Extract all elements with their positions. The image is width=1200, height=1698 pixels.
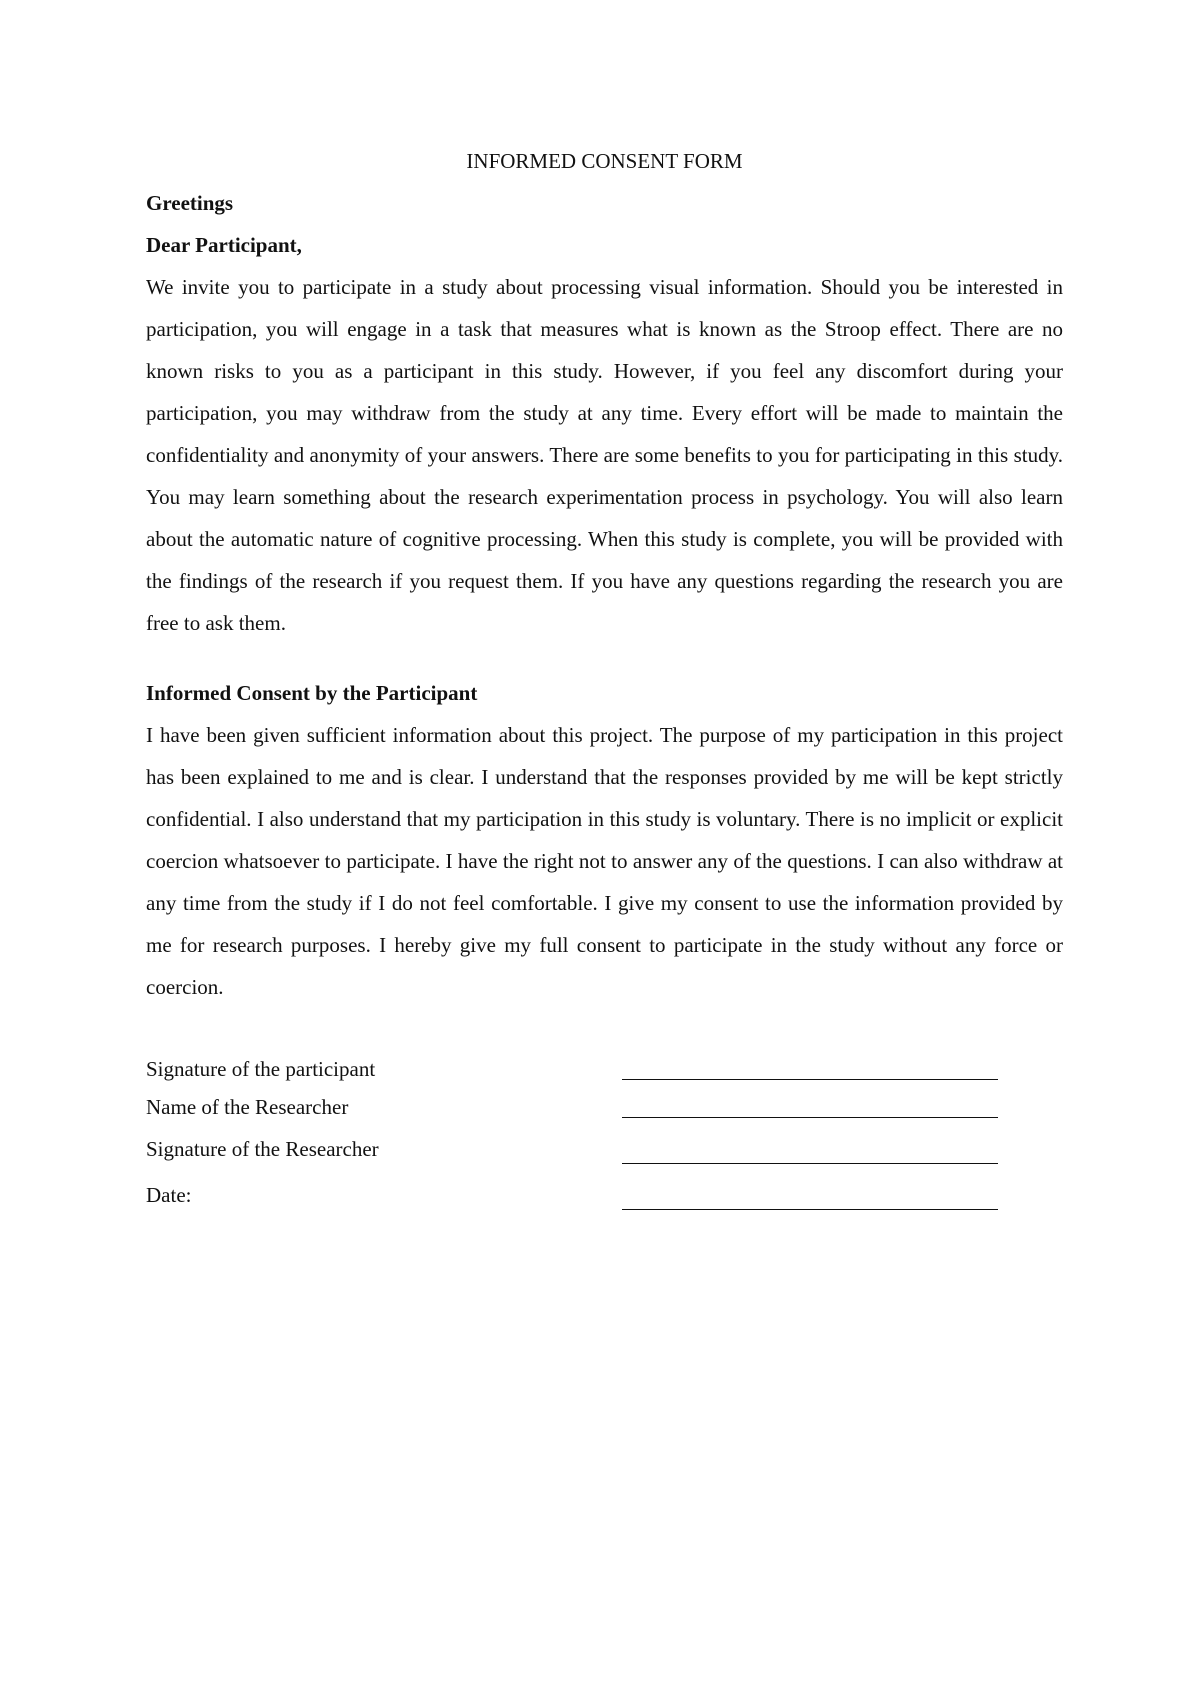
greeting-heading: Greetings	[146, 191, 234, 215]
signature-participant-line[interactable]	[622, 1079, 998, 1080]
researcher-signature-line[interactable]	[622, 1163, 998, 1164]
intro-paragraph: We invite you to participate in a study about processing visual information. Should you be interested in participation, you will engage in a task that measures what is known as the Stroop effect. There are no known risks to you as a participant in this study. However, if you feel any discomfort during your participation, you may withdraw from the study at any time. Every effort will be made to maintain the confidentiality and anonymity of your answers. There are some benefits to you for participating in this study. You may learn something about the research experimentation process in psychology. You will also learn about the automatic nature of cognitive processing. When this study is complete, you will be provided with the findings of the research if you request them. If you have any questions regarding the research you are free to ask them.	[146, 275, 1063, 635]
signature-row-researcher-name	[146, 1088, 1063, 1126]
document-content	[146, 140, 1063, 1218]
researcher-name-label: Name of the Researcher	[146, 1095, 349, 1119]
signature-row-date	[146, 1172, 1063, 1218]
signature-row-researcher	[146, 1126, 1063, 1172]
researcher-signature-label: Signature of the Researcher	[146, 1137, 379, 1161]
signature-block	[146, 1050, 1063, 1218]
date-label: Date:	[146, 1183, 192, 1207]
consent-paragraph: I have been given sufficient information about this project. The purpose of my participation in this project has been explained to me and is clear. I understand that the responses provided by me will be kept strictly confidential. I also understand that my participation in this study is voluntary. There is no implicit or explicit coercion whatsoever to participate. I have the right not to answer any of the questions. I can also withdraw at any time from the study if I do not feel comfortable. I give my consent to use the information provided by me for research purposes. I hereby give my full consent to participate in the study without any force or coercion.	[146, 723, 1063, 999]
date-line[interactable]	[622, 1209, 998, 1210]
signature-row-participant	[146, 1050, 1063, 1088]
signature-participant-label: Signature of the participant	[146, 1057, 376, 1081]
page-title: INFORMED CONSENT FORM	[466, 149, 743, 173]
researcher-name-line[interactable]	[622, 1117, 998, 1118]
salutation: Dear Participant,	[146, 233, 302, 257]
consent-heading: Informed Consent by the Participant	[146, 681, 478, 705]
